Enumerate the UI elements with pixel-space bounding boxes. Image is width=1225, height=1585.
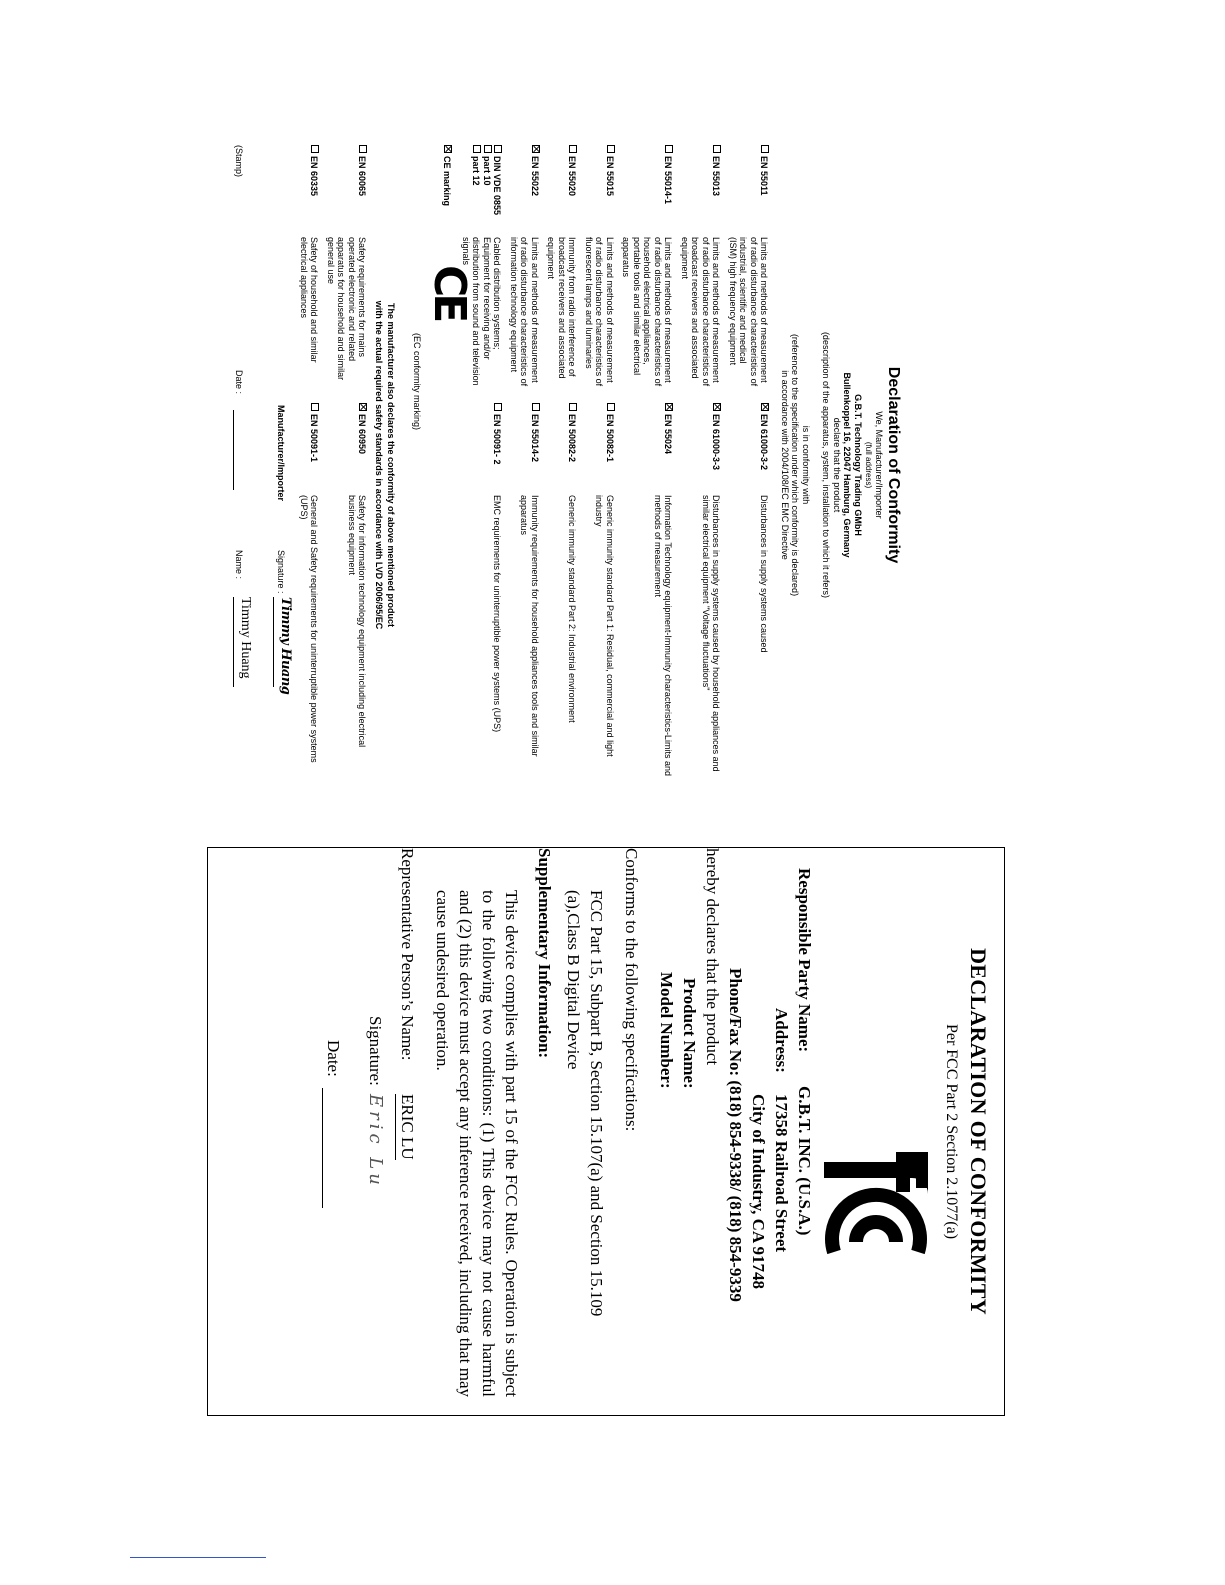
standard-desc: Immunity from radio interference of broadcast receivers and associated equipment <box>546 237 578 379</box>
name-line <box>234 597 235 687</box>
standard-desc: Generic immunity standard Part 2: Industrial environment <box>567 495 578 723</box>
standard-desc: Generic immunity standard Part 1: Residual, commercial and light industry <box>594 495 615 757</box>
responsible-party-value: G.B.T. INC. (U.S.A.) <box>795 1086 814 1236</box>
address-row <box>770 848 793 1415</box>
checkbox-icon <box>495 403 503 411</box>
city-value: City of Industry, CA 91748 <box>749 1094 768 1290</box>
ce-marking-row <box>399 145 476 785</box>
fcc-date-label: Date: <box>324 1040 343 1077</box>
standard-desc: Safety requirements for mains operated electronic and related apparatus for household and similar general use <box>326 237 368 381</box>
standard-code: part 12 <box>471 156 482 186</box>
checkbox-icon <box>312 403 320 411</box>
ce-note: (EC conformity marking) <box>412 333 423 431</box>
checkbox-icon <box>570 145 578 153</box>
model-number-row <box>655 848 678 1415</box>
bottom-link-underline <box>130 1557 266 1558</box>
eu-declaration-page <box>205 145 905 785</box>
checkbox-icon <box>495 145 503 153</box>
checkbox-icon <box>532 403 540 411</box>
eu-directive: in accordance with 2004/108/EC EMC Directive <box>780 370 790 560</box>
standard-desc: Limits and methods of measurement of radio disturbance characteristics of information technology equipment <box>509 237 540 387</box>
ce-marking-label: CE marking <box>442 156 453 207</box>
responsible-party-row <box>793 848 816 1415</box>
eu-description: (description of the apparatus, system, installation to which it refers) <box>821 331 832 599</box>
address-label: Address: <box>772 1008 791 1073</box>
standard-desc: EMC requirements for uninterruptible power systems (UPS) <box>492 495 503 733</box>
eu-company: G.B.T. Technology Trading GMbH <box>853 394 863 536</box>
checked-box-icon <box>762 403 770 411</box>
standard-code: EN 55020 <box>567 156 578 197</box>
manufacturer-importer-title: Manufacturer/Importer <box>276 405 287 502</box>
representative-label: Representative Person’s Name: <box>398 848 417 1061</box>
standard-desc: Cabled distribution systems; Equipment for receiving and/or distribution from sound and television signals <box>461 237 503 386</box>
eu-lvd-declaration-2: with the actual required safety standards in accordance with LVD 2006/95/EC <box>374 300 384 630</box>
fcc-logo <box>816 848 934 1415</box>
fcc-date-line <box>322 1088 323 1208</box>
standard-desc: Information Technology equipment-Immunity characteristics-Limits and methods of measurement <box>653 495 674 776</box>
standard-code: EN 55015 <box>605 156 615 197</box>
hereby-declares: hereby declares that the product <box>703 848 722 1066</box>
checked-box-icon <box>666 403 674 411</box>
stamp-label: (Stamp) <box>234 145 245 178</box>
standard-code: EN 50091-1 <box>309 414 320 463</box>
responsible-party-label: Responsible Party Name: <box>795 868 814 1053</box>
fcc-logo-icon <box>820 1148 932 1268</box>
eu-full-address: (full address) <box>864 441 874 489</box>
date-label: Date : <box>234 370 245 395</box>
standard-code: EN 60950 <box>357 414 368 455</box>
address-value: 17358 Railroad Street <box>772 1094 791 1253</box>
standard-desc: Immunity requirements for household appliances tools and similar apparatus <box>519 495 540 757</box>
fcc-signature-label: Signature: <box>366 1016 385 1086</box>
standard-desc: Disturbances in supply systems caused by household appliances and similar electrical equipment "Voltage fluctuations" <box>701 495 722 772</box>
eu-title: Declaration of Conformity <box>885 366 902 564</box>
model-number-label: Model Number: <box>657 972 676 1089</box>
checkbox-icon <box>666 145 674 153</box>
table-row <box>320 145 368 785</box>
standard-code: EN 55014-2 <box>530 414 540 463</box>
table-row <box>503 145 541 785</box>
supplementary-title: Supplementary Information: <box>535 848 554 1059</box>
standard-desc: Limits and methods of measurement of radio disturbance characteristics of broadcast receivers and associated equipment <box>680 237 722 387</box>
standard-code: EN 50082-1 <box>605 414 615 463</box>
eu-we: We, Manufacturer/Importer <box>874 411 884 519</box>
checkbox-icon <box>570 403 578 411</box>
spec-line-1: FCC Part 15, Subpart B, Section 15.107(a) and Section 15.109 <box>587 890 606 1317</box>
table-row <box>615 145 674 785</box>
product-name-row <box>678 848 701 1415</box>
representative-row <box>391 848 419 1415</box>
table-row <box>578 145 616 785</box>
table-row <box>455 145 503 785</box>
fcc-declaration-content <box>208 848 1004 1415</box>
phone-fax: Phone/Fax No: (818) 854-9338/ (818) 854-9339 <box>726 968 745 1302</box>
representative-name: ERIC LU <box>395 1094 419 1160</box>
standard-desc: Disturbances in supply systems caused <box>759 495 770 653</box>
checkbox-icon <box>762 145 770 153</box>
product-name-label: Product Name: <box>680 978 699 1089</box>
phone-row <box>724 848 747 1415</box>
eu-declaration-content <box>205 145 905 785</box>
supplementary-text: This device complies with part 15 of the FCC Rules. Operation is subject to the following two conditions: (1) This device may not cause harmful and (2) this device must accept any inference received, including that may cause undesired operation. <box>433 890 521 1397</box>
standard-code: EN 55013 <box>711 156 722 197</box>
signature-line <box>274 597 275 687</box>
eu-lvd-declaration-1: The manufacturer also declares the conformity of above mentioned product <box>386 302 397 628</box>
fcc-date-row <box>317 848 345 1415</box>
safety-standards-table <box>293 145 368 785</box>
city-row <box>747 848 770 1415</box>
standard-code: EN 55024 <box>663 414 674 455</box>
standard-code: DIN VDE 0855 <box>492 156 503 216</box>
manufacturer-signature-block <box>217 145 294 785</box>
eu-reference: (reference to the specification under which conformity is declared) <box>790 333 801 597</box>
standard-desc: Safety of household and similar electrical appliances <box>299 237 320 363</box>
date-line <box>234 410 235 490</box>
checkbox-icon <box>607 403 615 411</box>
standard-desc: Limits and methods of measurement of radio disturbance characteristics of household electrical appliances, portable tools and similar electrical apparatus <box>621 237 674 387</box>
spec-line-2: (a),Class B Digital Device <box>564 890 583 1070</box>
table-row <box>722 145 770 785</box>
fcc-subtitle: Per FCC Part 2 Section 2.1077(a) <box>943 1023 960 1240</box>
name-value: Timmy Huang <box>238 597 254 679</box>
standard-code: EN 61000-3-2 <box>759 414 770 471</box>
standard-code: EN 60335 <box>309 156 320 197</box>
standard-code: EN 50082-2 <box>567 414 578 463</box>
standard-code: EN 60065 <box>357 156 368 197</box>
table-row <box>674 145 722 785</box>
checkbox-icon <box>607 145 615 153</box>
checkbox-icon <box>360 145 368 153</box>
checked-box-icon <box>445 145 453 153</box>
signature-label: Signature : <box>276 550 287 594</box>
standard-code: part 10 <box>482 156 492 186</box>
standard-code: EN 55011 <box>759 156 770 196</box>
checkbox-icon <box>714 145 722 153</box>
eu-declare: declare that the product <box>832 417 842 513</box>
standard-code: EN 55022 <box>530 156 540 197</box>
standard-desc: Limits and methods of measurement of radio disturbance characteristics of industrial, scientific and medical (ISM) high frequency equipment <box>728 237 770 387</box>
checked-box-icon <box>360 403 368 411</box>
standard-desc: General and Safety requirements for uninterruptible power systems (UPS) <box>299 495 320 763</box>
table-row <box>293 145 320 785</box>
standard-code: EN 61000-3-3 <box>711 414 722 471</box>
standard-code: EN 55014-1 <box>663 156 674 205</box>
standard-desc: Safety for information technology equipment including electrical business equipment <box>347 495 368 748</box>
standard-desc: Limits and methods of measurement of radio disturbance characteristics of fluorescent lamps and luminaries <box>584 237 615 387</box>
emc-standards-table <box>455 145 770 785</box>
fcc-handwritten-signature: Eric Lu <box>365 1094 386 1189</box>
checkbox-icon <box>484 145 492 153</box>
table-row <box>540 145 578 785</box>
eu-street: Bullenkoppel 16, 22047 Hamburg, Germany <box>842 372 853 558</box>
fcc-declaration-frame <box>207 847 1005 1416</box>
checked-box-icon <box>532 145 540 153</box>
handwritten-signature: Timmy Huang <box>278 597 294 695</box>
standard-code: EN 50091- 2 <box>492 414 503 465</box>
name-label: Name : <box>234 550 245 580</box>
fcc-title: DECLARATION OF CONFORMITY <box>966 948 991 1315</box>
conforms-to: Conforms to the following specifications: <box>622 848 641 1132</box>
ce-logo: CE <box>424 265 476 320</box>
fcc-signature-row <box>359 848 387 1415</box>
checkbox-icon <box>312 145 320 153</box>
eu-conformity: is in conformity with <box>801 425 811 505</box>
checkbox-icon <box>474 145 482 153</box>
checked-box-icon <box>714 403 722 411</box>
